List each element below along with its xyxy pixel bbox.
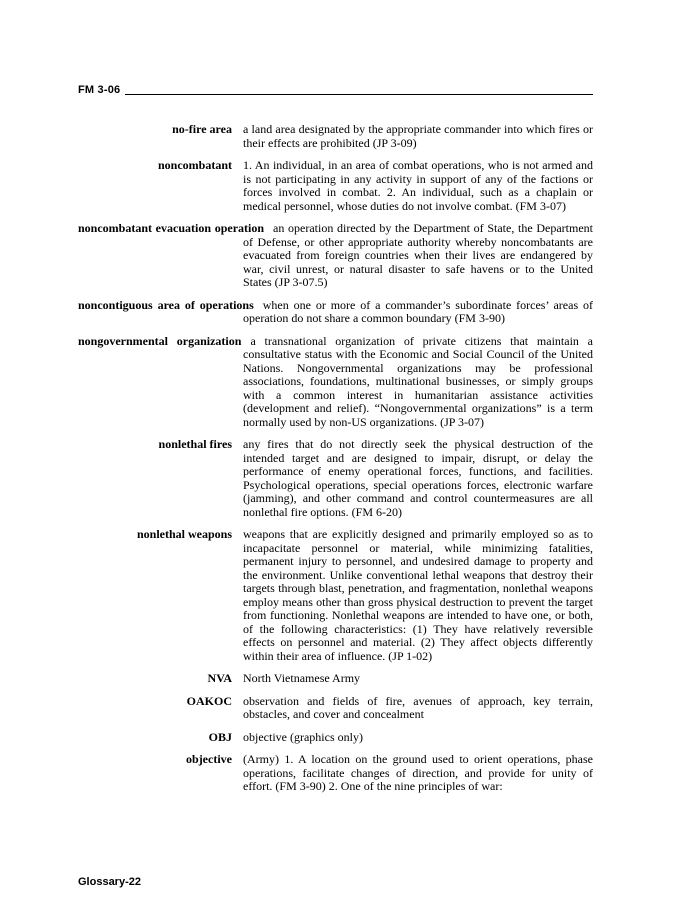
glossary-term: OAKOC xyxy=(186,693,232,708)
glossary-entry xyxy=(78,438,593,519)
glossary-entry xyxy=(78,731,593,745)
header-rule xyxy=(125,94,593,95)
glossary-term: nonlethal weapons xyxy=(136,527,232,541)
glossary-body xyxy=(78,123,593,794)
glossary-entry xyxy=(78,299,593,326)
glossary-definition: North Vietnamese Army xyxy=(243,671,361,685)
glossary-entry xyxy=(78,753,593,794)
glossary-definition: a land area designated by the appropriate commander into which fires or their effects are prohibited (JP 3-09) xyxy=(243,122,593,150)
glossary-definition: any fires that do not directly seek the physical destruction of the intended target and are designed to impair, disrupt, or delay the performance of enemy operational forces, functions, and facilities. Psychological operations, special operations forces, electronic warfare (jamming), and other command and control countermeasures are all nonlethal fire options. (FM 6-20) xyxy=(243,437,593,519)
glossary-definition: a transnational organization of private citizens that maintain a consultative status with the Economic and Social Council of the United Nations. Nongovernmental organizations may be professional associations, foundations, multinational businesses, or simply groups with a common interest in humanitarian assistance activities (development and relief). “Nongovernmental organizations” is a term normally used by non-US organizations. (JP 3-07) xyxy=(243,333,593,429)
glossary-definition: objective (graphics only) xyxy=(243,729,363,744)
glossary-entry xyxy=(78,528,593,663)
glossary-definition: observation and fields of fire, avenues of approach, key terrain, obstacles, and cover and concealment xyxy=(243,693,593,721)
page-header xyxy=(78,84,593,96)
glossary-term: noncontiguous area of operations xyxy=(78,297,254,312)
glossary-entry xyxy=(78,123,593,150)
glossary-entry xyxy=(78,335,593,430)
glossary-term: OBJ xyxy=(208,729,232,744)
glossary-definition: an operation directed by the Department of State, the Department of Defense, or other appropriate authority whereby noncombatants are evacuated from foreign countries when their lives are endangered by war, civil unrest, or natural disaster to safe havens or to the United States (JP 3-07.5) xyxy=(243,221,593,289)
footer-label: Glossary-22 xyxy=(78,876,141,888)
glossary-entry xyxy=(78,672,593,686)
glossary-entry xyxy=(78,695,593,722)
page-footer xyxy=(78,876,141,888)
glossary-definition: weapons that are explicitly designed and primarily employed so as to incapacitate personnel or material, while minimizing fatalities, permanent injury to personnel, and undesired damage to property and the environment. Unlike conventional lethal weapons that destroy their targets through blast, penetration, and fragmentation, nonlethal weapons employ means other than gross physical destruction to prevent the target from functioning. Nonlethal weapons are intended to have one, or both, of the following characteristics: (1) They have relatively reversible effects on personnel and material. (2) They affect objects differently within their area of influence. (JP 1-02) xyxy=(243,527,593,663)
glossary-term: no-fire area xyxy=(172,122,232,136)
header-title: FM 3-06 xyxy=(78,84,121,96)
glossary-term: noncombatant evacuation operation xyxy=(78,221,265,235)
glossary-entry xyxy=(78,159,593,213)
glossary-definition: when one or more of a commander’s subordinate forces’ areas of operation do not share a common boundary (FM 3-90) xyxy=(243,297,593,325)
glossary-term: nonlethal fires xyxy=(158,437,232,451)
glossary-term: noncombatant xyxy=(157,158,232,172)
glossary-entry xyxy=(78,222,593,290)
glossary-term: nongovernmental organization xyxy=(78,333,242,348)
glossary-term: objective xyxy=(186,752,232,766)
glossary-term: NVA xyxy=(207,671,232,685)
glossary-definition: (Army) 1. A location on the ground used to orient operations, phase operations, facilitate changes of direction, and provide for unity of effort. (FM 3-90) 2. One of the nine principles of war: xyxy=(243,752,593,793)
glossary-definition: 1. An individual, in an area of combat operations, who is not armed and is not participating in any activity in support of any of the factions or forces involved in combat. 2. An individual, such as a chaplain or medical personnel, whose duties do not involve combat. (FM 3-07) xyxy=(243,158,593,213)
